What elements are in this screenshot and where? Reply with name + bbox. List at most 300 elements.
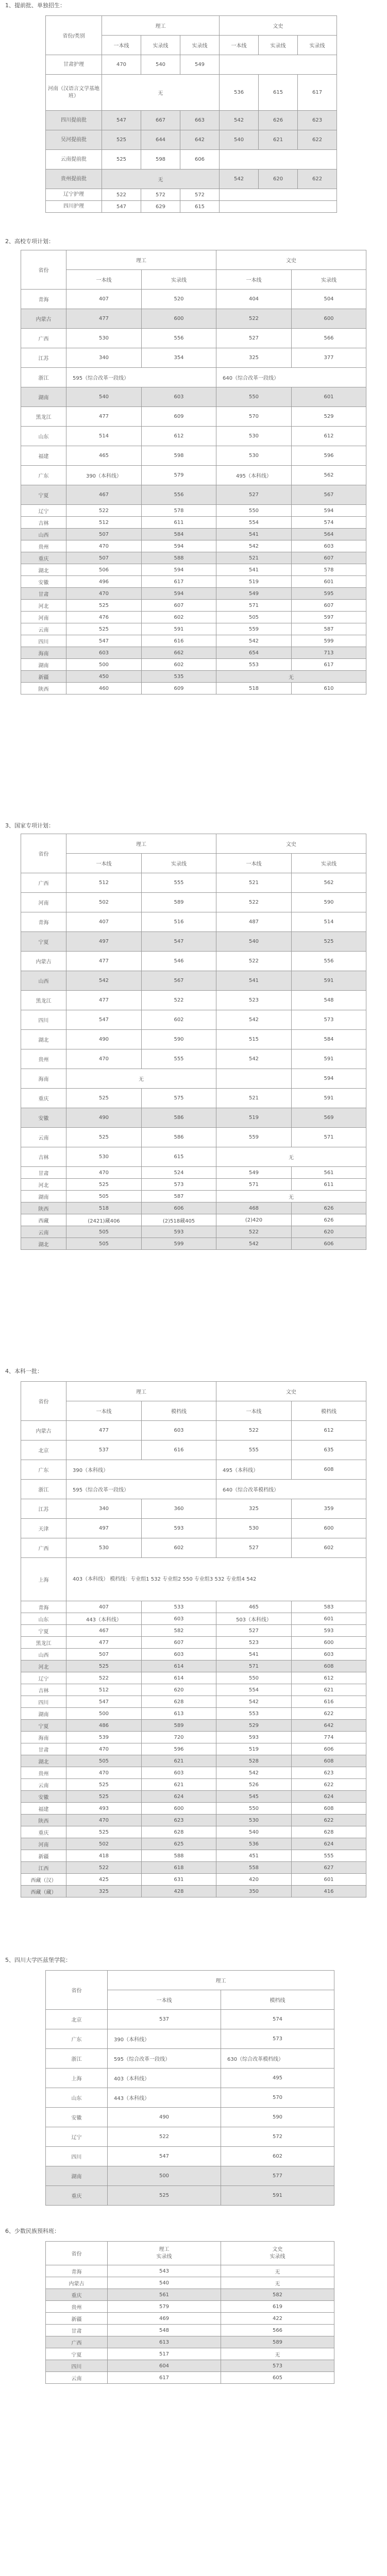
value-cell: 542 xyxy=(216,1010,292,1030)
province-cell: 宁夏 xyxy=(21,1720,66,1732)
value-cell: 525 xyxy=(66,1779,142,1791)
value-cell: 497 xyxy=(66,1519,142,1538)
value-cell: 477 xyxy=(66,1421,142,1440)
value-cell: 624 xyxy=(292,1838,366,1850)
value-cell: 543 xyxy=(108,2265,221,2277)
header-subcol: 模档线 xyxy=(292,1401,366,1421)
value-cell: 574 xyxy=(221,2010,334,2029)
empty-cell xyxy=(220,201,337,213)
table-row xyxy=(46,2348,334,2360)
province-cell: 贵州 xyxy=(46,2301,108,2313)
value-cell: 无 xyxy=(216,1191,366,1202)
value-cell: 600 xyxy=(292,1637,366,1649)
value-cell: 529 xyxy=(292,407,366,427)
value-cell: 602 xyxy=(142,1010,216,1030)
value-cell: 602 xyxy=(292,1538,366,1558)
value-cell: 522 xyxy=(216,1421,292,1440)
province-cell: 湖北 xyxy=(21,1755,66,1767)
value-cell: 601 xyxy=(292,1874,366,1886)
empty-cell xyxy=(220,150,337,170)
table-row xyxy=(21,588,366,600)
value-cell: 594 xyxy=(292,1069,366,1089)
table-row xyxy=(46,55,337,75)
province-cell: 广西 xyxy=(46,2336,108,2348)
province-cell: 江苏 xyxy=(21,1499,66,1519)
value-cell: 537 xyxy=(66,1440,142,1460)
table-row xyxy=(21,1049,366,1069)
value-cell: 582 xyxy=(142,1625,216,1637)
empty-cell xyxy=(220,189,337,201)
value-cell: 601 xyxy=(292,1613,366,1625)
value-cell: 662 xyxy=(142,647,216,659)
value-cell: 572 xyxy=(141,189,180,201)
table-row xyxy=(21,683,366,694)
province-cell: 湖南 xyxy=(46,2166,108,2186)
province-cell: 浙江 xyxy=(21,1480,66,1499)
value-cell: 486 xyxy=(66,1720,142,1732)
value-cell: 609 xyxy=(142,407,216,427)
value-cell: 507 xyxy=(66,1649,142,1660)
table-row xyxy=(21,612,366,623)
value-cell: 558 xyxy=(216,1862,292,1874)
value-cell: 572 xyxy=(221,2127,334,2147)
value-cell xyxy=(216,1069,292,1089)
province-cell: 广西 xyxy=(21,329,66,348)
table-row xyxy=(21,1030,366,1049)
value-cell: 443（本科线） xyxy=(66,1613,142,1625)
table-row xyxy=(21,1803,366,1815)
value-cell: 573 xyxy=(221,2029,334,2049)
value-cell: 602 xyxy=(142,612,216,623)
value-cell: 522 xyxy=(142,991,216,1010)
header-group-arts: 文史 xyxy=(216,250,366,270)
value-cell: 516 xyxy=(142,912,216,932)
table-row xyxy=(46,2277,334,2289)
value-cell: 587 xyxy=(142,1191,216,1202)
table-row xyxy=(21,1660,366,1672)
value-cell: 587 xyxy=(292,623,366,635)
province-cell: 西藏 xyxy=(21,1214,66,1226)
table-row xyxy=(21,1696,366,1708)
value-cell: 591 xyxy=(292,971,366,991)
section-title-national-special-plan: 3、国家专项计划： xyxy=(5,822,54,829)
value-cell: 573 xyxy=(221,2360,334,2372)
value-cell: 529 xyxy=(216,1720,292,1732)
value-cell: 340 xyxy=(66,348,142,368)
value-cell: (2)518藏405 xyxy=(142,1214,216,1226)
value-cell: 589 xyxy=(142,1720,216,1732)
value-cell: (2)420 xyxy=(216,1214,292,1226)
value-cell: 528 xyxy=(216,1755,292,1767)
province-cell: 内蒙古 xyxy=(46,2277,108,2289)
table-row xyxy=(21,329,366,348)
table-row xyxy=(21,1755,366,1767)
table-row xyxy=(46,2325,334,2336)
value-cell: 617 xyxy=(108,2372,221,2384)
value-cell: 548 xyxy=(108,2325,221,2336)
value-cell: 467 xyxy=(66,1625,142,1637)
value-cell: 497 xyxy=(66,932,142,952)
value-cell: 428 xyxy=(142,1886,216,1897)
value-cell: 547 xyxy=(102,201,141,213)
value-cell: 525 xyxy=(66,1826,142,1838)
value-cell: 477 xyxy=(66,991,142,1010)
value-cell: 622 xyxy=(292,1708,366,1720)
value-cell: 525 xyxy=(66,1179,142,1191)
value-cell: 621 xyxy=(142,1755,216,1767)
value-cell: 612 xyxy=(292,427,366,446)
section-title-pittsburgh-institute: 5、四川大学匹兹堡学院： xyxy=(5,1957,71,1963)
province-cell: 山西 xyxy=(21,971,66,991)
value-cell: 626 xyxy=(292,1202,366,1214)
province-cell: 新疆 xyxy=(46,2313,108,2325)
value-cell: 523 xyxy=(216,991,292,1010)
province-cell: 西藏（藏） xyxy=(21,1886,66,1897)
value-cell: 595（综合改革一段线） xyxy=(66,1480,216,1499)
value-cell: 612 xyxy=(142,427,216,446)
value-cell: 573 xyxy=(142,1179,216,1191)
value-cell: 525 xyxy=(108,2186,221,2206)
value-cell: 663 xyxy=(180,111,220,130)
province-cell: 甘肃 xyxy=(21,588,66,600)
value-cell: 630（综合改革模档线） xyxy=(221,2049,334,2069)
province-cell: 云南 xyxy=(21,1779,66,1791)
header-group-science: 理工 xyxy=(102,16,220,36)
table-row xyxy=(21,912,366,932)
province-cell: 青海 xyxy=(21,912,66,932)
value-cell: 514 xyxy=(66,427,142,446)
value-cell: 416 xyxy=(292,1886,366,1897)
value-cell: 628 xyxy=(142,1696,216,1708)
value-cell: 617 xyxy=(142,576,216,588)
province-cell: 广东 xyxy=(21,466,66,485)
value-cell: 542 xyxy=(66,971,142,991)
value-cell: 522 xyxy=(66,1862,142,1874)
table-row xyxy=(21,564,366,576)
section-title-early-admission: 1、提前批、单独招生： xyxy=(5,2,65,9)
value-cell: 512 xyxy=(66,873,142,893)
table-row xyxy=(21,485,366,505)
value-cell: 583 xyxy=(292,1601,366,1613)
value-cell: 468 xyxy=(216,1202,292,1214)
table-row xyxy=(21,1167,366,1179)
province-cell: 重庆 xyxy=(46,2186,108,2206)
value-cell: 527 xyxy=(216,329,292,348)
province-cell: 吉林 xyxy=(21,1147,66,1167)
province-cell: 山东 xyxy=(46,2088,108,2108)
value-cell: 578 xyxy=(142,505,216,517)
value-cell: 607 xyxy=(292,600,366,612)
value-cell: 588 xyxy=(142,1850,216,1862)
value-cell: 470 xyxy=(66,540,142,552)
table-row xyxy=(21,1815,366,1826)
value-cell: 522 xyxy=(216,952,292,971)
province-cell: 贵州 xyxy=(21,1767,66,1779)
value-cell: 420 xyxy=(216,1874,292,1886)
value-cell: 525 xyxy=(66,623,142,635)
value-cell: 470 xyxy=(66,1167,142,1179)
value-cell: 573 xyxy=(292,1010,366,1030)
value-cell: 519 xyxy=(216,576,292,588)
value-cell: 575 xyxy=(142,1089,216,1108)
value-cell: 390（本科线） xyxy=(108,2029,221,2049)
value-cell: 582 xyxy=(221,2289,334,2301)
table-row xyxy=(21,1226,366,1238)
value-cell: 520 xyxy=(142,290,216,309)
value-cell: 325 xyxy=(216,1499,292,1519)
value-cell: 530 xyxy=(66,1538,142,1558)
province-cell: 山西 xyxy=(21,1649,66,1660)
section-title-university-special-plan: 2、高校专项计划： xyxy=(5,238,54,245)
value-cell: 549 xyxy=(216,588,292,600)
value-cell: 603 xyxy=(142,1421,216,1440)
table-row xyxy=(21,1672,366,1684)
table-row xyxy=(21,623,366,635)
value-cell: 618 xyxy=(142,1862,216,1874)
value-cell: 566 xyxy=(221,2325,334,2336)
table-row xyxy=(46,130,337,150)
value-cell: 620 xyxy=(292,1226,366,1238)
value-cell: 600 xyxy=(142,309,216,329)
province-cell: 陕西 xyxy=(21,1815,66,1826)
table-row xyxy=(21,893,366,912)
value-cell: 377 xyxy=(292,348,366,368)
value-cell: 540 xyxy=(108,2277,221,2289)
value-cell: 626 xyxy=(259,111,298,130)
table-row xyxy=(21,1191,366,1202)
table-row xyxy=(46,2069,334,2088)
value-cell: 490 xyxy=(108,2108,221,2127)
value-cell: 603 xyxy=(142,1767,216,1779)
value-cell: 470 xyxy=(66,1815,142,1826)
header-subcol: 模档线 xyxy=(221,1990,334,2010)
value-cell: 527 xyxy=(216,485,292,505)
value-cell: 407 xyxy=(66,912,142,932)
header-group-arts: 文史 xyxy=(216,834,366,854)
value-cell: 571 xyxy=(216,1179,292,1191)
value-cell: 561 xyxy=(292,1167,366,1179)
table-row xyxy=(21,1613,366,1625)
table-row xyxy=(21,407,366,427)
value-cell: 470 xyxy=(66,588,142,600)
province-cell: 上海 xyxy=(21,1558,66,1601)
value-cell: 325 xyxy=(216,348,292,368)
province-cell: 甘肃 xyxy=(21,1167,66,1179)
ethnic-prep-class-table xyxy=(45,2241,334,2384)
province-cell: 贵州 xyxy=(21,1049,66,1069)
header-group-science: 理工 xyxy=(66,250,216,270)
value-cell: 495（本科线） xyxy=(216,466,292,485)
value-cell: 542 xyxy=(220,111,259,130)
header-subcol: 模档线 xyxy=(142,1401,216,1421)
province-cell: 黑龙江 xyxy=(21,1637,66,1649)
national-special-plan-table xyxy=(21,834,366,1250)
value-cell: 467 xyxy=(66,485,142,505)
value-cell: 578 xyxy=(292,564,366,576)
table-row xyxy=(21,1538,366,1558)
value-cell: 603 xyxy=(142,1613,216,1625)
value-cell: 390（本科线） xyxy=(66,466,142,485)
value-cell: 600 xyxy=(292,1519,366,1538)
table-row xyxy=(46,2088,334,2108)
value-cell: 477 xyxy=(66,309,142,329)
table-row xyxy=(21,1421,366,1440)
header-group-arts xyxy=(221,2242,334,2265)
value-cell: 571 xyxy=(216,600,292,612)
table-row xyxy=(21,576,366,588)
value-cell: 515 xyxy=(216,1030,292,1049)
value-cell: 554 xyxy=(216,517,292,529)
value-cell: 627 xyxy=(292,1862,366,1874)
value-cell: 577 xyxy=(221,2166,334,2186)
value-cell: 542 xyxy=(216,1049,292,1069)
value-cell: 476 xyxy=(66,612,142,623)
value-cell: 422 xyxy=(221,2313,334,2325)
value-cell: 591 xyxy=(292,1089,366,1108)
table-row xyxy=(21,427,366,446)
table-row xyxy=(46,2029,334,2049)
table-row xyxy=(21,1625,366,1637)
value-cell: 620 xyxy=(142,1684,216,1696)
value-cell: 611 xyxy=(142,517,216,529)
province-cell: 海南 xyxy=(21,1069,66,1089)
header-group-label: 文史 xyxy=(272,2246,283,2252)
value-cell: 525 xyxy=(102,130,141,150)
value-cell: 530 xyxy=(216,427,292,446)
value-cell: 640（综合改革模档线） xyxy=(216,1480,366,1499)
value-cell: 617 xyxy=(292,659,366,671)
table-row xyxy=(21,290,366,309)
value-cell: 542 xyxy=(216,1767,292,1779)
value-cell: 541 xyxy=(216,529,292,540)
table-row xyxy=(21,1460,366,1480)
value-cell: 390（本科线） xyxy=(66,1460,216,1480)
province-cell: 北京 xyxy=(46,2010,108,2029)
table-row xyxy=(21,600,366,612)
value-cell: 548 xyxy=(292,991,366,1010)
value-cell: 591 xyxy=(221,2186,334,2206)
table-row xyxy=(21,1214,366,1226)
province-cell: 辽宁 xyxy=(21,1672,66,1684)
value-cell: 550 xyxy=(216,1672,292,1684)
value-cell: 无 xyxy=(221,2277,334,2289)
province-cell: 云南 xyxy=(21,623,66,635)
value-cell: 无 xyxy=(66,1069,216,1089)
value-cell: 535 xyxy=(142,671,216,683)
value-cell: 601 xyxy=(292,576,366,588)
province-cell: 内蒙古 xyxy=(21,309,66,329)
table-row xyxy=(21,1720,366,1732)
province-cell: 山东 xyxy=(21,427,66,446)
header-subcol: 一本线 xyxy=(66,854,142,873)
table-row xyxy=(21,1128,366,1147)
value-cell: 325 xyxy=(66,1886,142,1897)
pittsburgh-institute-table xyxy=(45,1970,334,2206)
value-cell: 616 xyxy=(292,1696,366,1708)
table-row xyxy=(21,1779,366,1791)
value-cell: 602 xyxy=(142,659,216,671)
header-subcol: 实录线 xyxy=(259,36,298,55)
value-cell: 635 xyxy=(292,1440,366,1460)
value-cell: 623 xyxy=(292,1767,366,1779)
value-cell: 586 xyxy=(142,1128,216,1147)
value-cell: 500 xyxy=(108,2166,221,2186)
value-cell: 604 xyxy=(108,2360,221,2372)
table-row xyxy=(21,1826,366,1838)
value-cell: 569 xyxy=(292,1108,366,1128)
province-cell: 新疆 xyxy=(21,1850,66,1862)
province-cell: 吉林 xyxy=(21,517,66,529)
value-cell: 591 xyxy=(142,623,216,635)
value-cell: 594 xyxy=(142,564,216,576)
table-row xyxy=(46,189,337,201)
value-cell: 525 xyxy=(66,1089,142,1108)
value-cell: 518 xyxy=(66,1202,142,1214)
value-cell: 542 xyxy=(216,1238,292,1250)
table-row xyxy=(21,1791,366,1803)
value-cell: 611 xyxy=(292,1179,366,1191)
province-cell: 四川 xyxy=(46,2360,108,2372)
value-cell: 589 xyxy=(142,893,216,912)
value-cell: 530 xyxy=(216,1815,292,1826)
table-row xyxy=(21,1440,366,1460)
province-cell: 安徽 xyxy=(21,1791,66,1803)
value-cell: 570 xyxy=(216,407,292,427)
value-cell: 450 xyxy=(66,671,142,683)
header-province: 省份 xyxy=(46,1971,108,2010)
value-cell: 540 xyxy=(220,130,259,150)
value-cell: 619 xyxy=(221,2301,334,2313)
value-cell: 477 xyxy=(66,407,142,427)
header-subcol: 实录线 xyxy=(141,36,180,55)
value-cell: 562 xyxy=(292,466,366,485)
value-cell: 597 xyxy=(292,612,366,623)
value-cell: 555 xyxy=(216,1440,292,1460)
province-cell: 甘肃 xyxy=(46,2325,108,2336)
province-cell: 辽宁 xyxy=(21,505,66,517)
table-row xyxy=(21,1637,366,1649)
value-cell: 526 xyxy=(216,1779,292,1791)
value-cell: 470 xyxy=(66,1049,142,1069)
value-cell: 595（综合改革一段线） xyxy=(108,2049,221,2069)
header-province: 省份 xyxy=(21,250,66,290)
province-cell: 贵州提前批 xyxy=(46,170,102,189)
province-cell: 宁夏 xyxy=(21,485,66,505)
value-cell: 612 xyxy=(292,1672,366,1684)
value-cell: 629 xyxy=(141,201,180,213)
province-cell: 云南 xyxy=(21,1226,66,1238)
header-subcol: 实录线 xyxy=(292,854,366,873)
header-subcol: 一本线 xyxy=(66,1401,142,1421)
province-cell: 湖北 xyxy=(21,564,66,576)
value-cell: 550 xyxy=(216,387,292,407)
value-cell: 502 xyxy=(66,1838,142,1850)
table-row xyxy=(21,1601,366,1613)
province-cell: 甘肃护理 xyxy=(46,55,102,75)
value-cell: 无 xyxy=(216,671,366,683)
value-cell: 505 xyxy=(216,612,292,623)
province-cell: 云南提前批 xyxy=(46,150,102,170)
value-cell: 584 xyxy=(292,1030,366,1049)
table-row xyxy=(21,1238,366,1250)
table-row xyxy=(21,1684,366,1696)
value-cell: 500 xyxy=(66,1708,142,1720)
value-cell: 553 xyxy=(216,659,292,671)
table-row xyxy=(21,368,366,387)
value-cell: 613 xyxy=(142,1708,216,1720)
value-cell: 622 xyxy=(292,1779,366,1791)
table-row xyxy=(21,1558,366,1601)
